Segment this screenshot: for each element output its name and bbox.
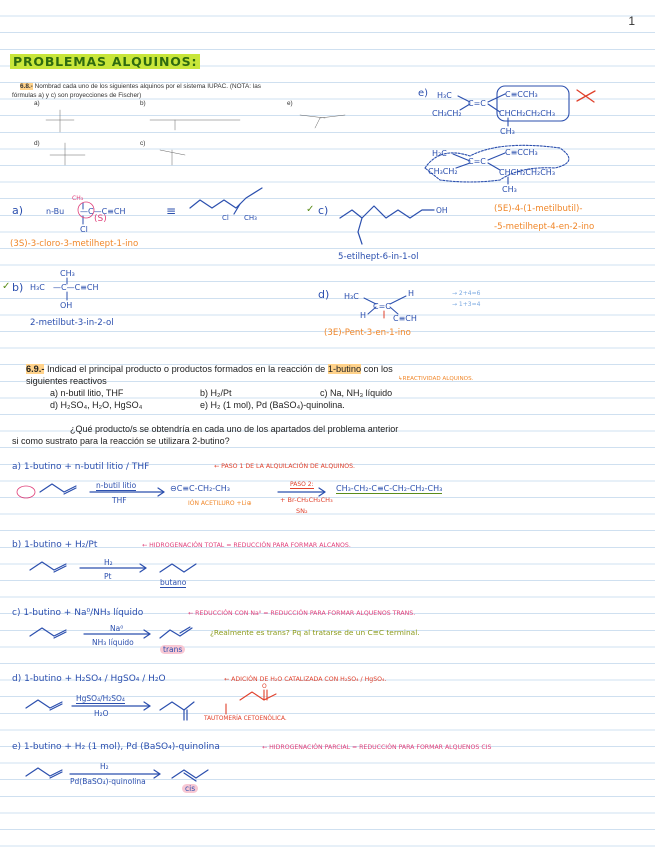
reaction-d-note: ← ADICIÓN DE H₂O CATALIZADA CON H₂SO₄ / HgSO₄. — [224, 676, 387, 683]
svg-text:C=C: C=C — [468, 157, 486, 166]
ex68-statement — [20, 83, 261, 90]
answer-c-name-l1: (5E)-4-(1-metilbutil)- — [494, 204, 583, 214]
ex69-number: 6.9.- — [26, 364, 45, 374]
answer-b-check: ✓ — [2, 281, 11, 292]
ex68-label-d: d) — [34, 140, 40, 147]
ex69-question2-l2: si como sustrato para la reacción se utilizara 2-butino? — [12, 436, 230, 446]
ex69-opt-c: c) Na, NH₃ líquido — [320, 388, 393, 398]
svg-text:CHCH₂CH₂CH₃: CHCH₂CH₂CH₃ — [499, 168, 556, 177]
ex69-opt-e: e) H₂ (1 mol), Pd (BaSO₄)-quinolina. — [200, 400, 345, 410]
reaction-c-arrow-top: Na⁰ — [110, 624, 124, 633]
ex69-substrate: 1-butino — [327, 364, 362, 374]
reaction-e-note: ← HIDROGENACIÓN PARCIAL = REDUCCIÓN PARA FORMAR ALQUENOS CIS — [262, 744, 492, 751]
reaction-d-head: d) 1-butino + H₂SO₄ / HgSO₄ / H₂O — [12, 674, 166, 684]
svg-text:C=C: C=C — [373, 302, 391, 311]
answer-b-name: 2-metilbut-3-in-2-ol — [30, 318, 114, 328]
reaction-d-tauto: TAUTOMERÍA CETOENÓLICA. — [204, 716, 287, 722]
answer-a-equiv: ≡ — [166, 204, 177, 218]
svg-text:OH: OH — [60, 301, 73, 310]
page-title: PROBLEMAS ALQUINOS: — [10, 54, 200, 69]
reaction-a-step2-mid: + Br-CH₂CH₂CH₃ — [280, 496, 333, 504]
ex69-statement — [26, 363, 393, 387]
ex68-label-e: e) — [287, 100, 293, 107]
reaction-b-note: ← HIDROGENACIÓN TOTAL = REDUCCIÓN PARA FORMAR ALCANOS. — [142, 542, 351, 549]
svg-text:OH: OH — [436, 206, 448, 215]
reaction-a-intermediate: ⊖C≡C-CH₂-CH₃ — [170, 484, 230, 493]
ex69-opt-a: a) n-butil litio, THF — [50, 388, 124, 398]
ex68-statement-l1: Nombrad cada uno de los siguientes alquinos por el sistema IUPAC. (NOTA: las — [34, 83, 261, 90]
answer-e-label: e) — [418, 88, 429, 99]
svg-text:CHCH₂CH₂CH₃: CHCH₂CH₂CH₃ — [499, 109, 556, 118]
svg-text:—C—C≡CH: —C—C≡CH — [80, 207, 126, 216]
ex69-line1-post: con los — [363, 364, 393, 374]
ex68-label-a: a) — [34, 100, 40, 107]
reaction-e-arrow-bottom: Pd(BaSO₄)-quinolina — [70, 777, 146, 786]
svg-text:—C—C≡CH: —C—C≡CH — [53, 283, 99, 292]
svg-text:Cl: Cl — [80, 225, 88, 234]
ex68-number: 6.8.- — [20, 83, 33, 90]
ex69-line2: siguientes reactivos — [26, 376, 107, 386]
answer-a-name: (3S)-3-cloro-3-metilhept-1-ino — [10, 239, 139, 249]
answer-c-name-l2: -5-metilhept-4-en-2-ino — [494, 222, 595, 232]
reaction-e-product: cis — [182, 784, 198, 793]
answer-d-note-1: → 2+4=6 — [452, 290, 481, 297]
reaction-a-step2-bottom: SN₂ — [296, 507, 308, 515]
ex68-statement-l2: fórmulas a) y c) son proyecciones de Fischer) — [12, 92, 142, 99]
svg-text:H₃C: H₃C — [432, 149, 447, 158]
svg-text:C=C: C=C — [468, 99, 486, 108]
reaction-c-question: ¿Realmente es trans? Pq al tratarse de un C≡C terminal. — [210, 628, 420, 637]
reaction-c-product: trans — [160, 645, 185, 654]
svg-text:Cl: Cl — [222, 214, 229, 222]
reaction-a-head: a) 1-butino + n-butil litio / THF — [12, 462, 150, 472]
svg-text:CH₃: CH₃ — [72, 195, 84, 202]
svg-text:CH₃: CH₃ — [244, 214, 257, 222]
reaction-a-ion: IÓN ACETILURO +Li⊕ — [188, 500, 252, 507]
svg-text:O: O — [262, 683, 267, 690]
svg-text:CH₃CH₂: CH₃CH₂ — [432, 109, 462, 118]
reaction-a-product: CH₃-CH₂-C≡C-CH₂-CH₂-CH₃ — [336, 484, 443, 493]
ex69-line1-pre: Indicad el principal producto o productos formados en la reacción de — [46, 364, 326, 374]
svg-text:H₃C: H₃C — [30, 283, 45, 292]
svg-text:C≡CH: C≡CH — [393, 314, 417, 323]
reaction-c-arrow-bottom: NH₃ líquido — [92, 638, 134, 647]
ex68-label-b: b) — [140, 100, 146, 107]
reaction-c-head: c) 1-butino + Na⁰/NH₃ líquido — [12, 608, 144, 618]
reaction-d-arrow-bottom: H₂O — [94, 709, 109, 718]
answer-c-label: c) — [318, 204, 329, 217]
reaction-a-arrow-bottom: THF — [112, 496, 127, 505]
svg-text:H: H — [408, 289, 415, 298]
answer-d-note-2: → 1+3=4 — [452, 301, 481, 308]
reaction-b-head: b) 1-butino + H₂/Pt — [12, 540, 98, 550]
reaction-a-arrow-top: n-butil litio — [96, 481, 137, 490]
answer-b-label: b) — [12, 281, 24, 294]
reaction-b-arrow-bottom: Pt — [104, 572, 112, 581]
answer-a-config: (S) — [94, 214, 107, 224]
answer-c-extra-name: 5-etilhept-6-in-1-ol — [338, 252, 419, 262]
svg-text:CH₃CH₂: CH₃CH₂ — [428, 167, 458, 176]
ex69-reactivity-note: ↳REACTIVIDAD ALQUINOS. — [398, 376, 474, 382]
answer-c-check: ✓ — [306, 204, 315, 215]
answer-d-name: (3E)-Pent-3-en-1-ino — [324, 328, 411, 338]
ex68-label-c: c) — [140, 140, 146, 147]
svg-text:H₃C: H₃C — [437, 91, 452, 100]
svg-text:C≡CCH₃: C≡CCH₃ — [505, 90, 538, 99]
page-number: 1 — [628, 14, 635, 28]
reaction-e-head: e) 1-butino + H₂ (1 mol), Pd (BaSO₄)-quinolina — [12, 742, 220, 752]
reaction-c-note: ← REDUCCIÓN CON Na⁰ = REDUCCIÓN PARA FORMAR ALQUENOS TRANS. — [188, 610, 416, 617]
reaction-d-arrow-top: HgSO₄/H₂SO₄ — [76, 694, 125, 703]
reaction-a-note: ← PASO 1 DE LA ALQUILACIÓN DE ALQUINOS. — [214, 463, 355, 470]
reaction-a-step2-top: PASO 2: — [290, 481, 314, 488]
svg-text:CH₃: CH₃ — [500, 127, 515, 136]
reaction-e-arrow-top: H₂ — [100, 762, 109, 771]
svg-text:H: H — [360, 311, 367, 320]
ex69-question2-l1: ¿Qué producto/s se obtendría en cada uno de los apartados del problema anterior — [70, 424, 399, 434]
ex69-opt-d: d) H₂SO₄, H₂O, HgSO₄ — [50, 400, 143, 410]
ex69-opt-b: b) H₂/Pt — [200, 388, 232, 398]
answer-d-label: d) — [318, 288, 330, 301]
svg-text:C≡CCH₃: C≡CCH₃ — [505, 148, 538, 157]
reaction-b-arrow-top: H₂ — [104, 558, 113, 567]
answer-a-label: a) — [12, 204, 24, 217]
svg-text:CH₃: CH₃ — [60, 269, 75, 278]
svg-text:n-Bu: n-Bu — [46, 207, 65, 216]
svg-text:CH₃: CH₃ — [502, 185, 517, 194]
svg-text:H₃C: H₃C — [344, 292, 359, 301]
reaction-b-product: butano — [160, 578, 187, 587]
